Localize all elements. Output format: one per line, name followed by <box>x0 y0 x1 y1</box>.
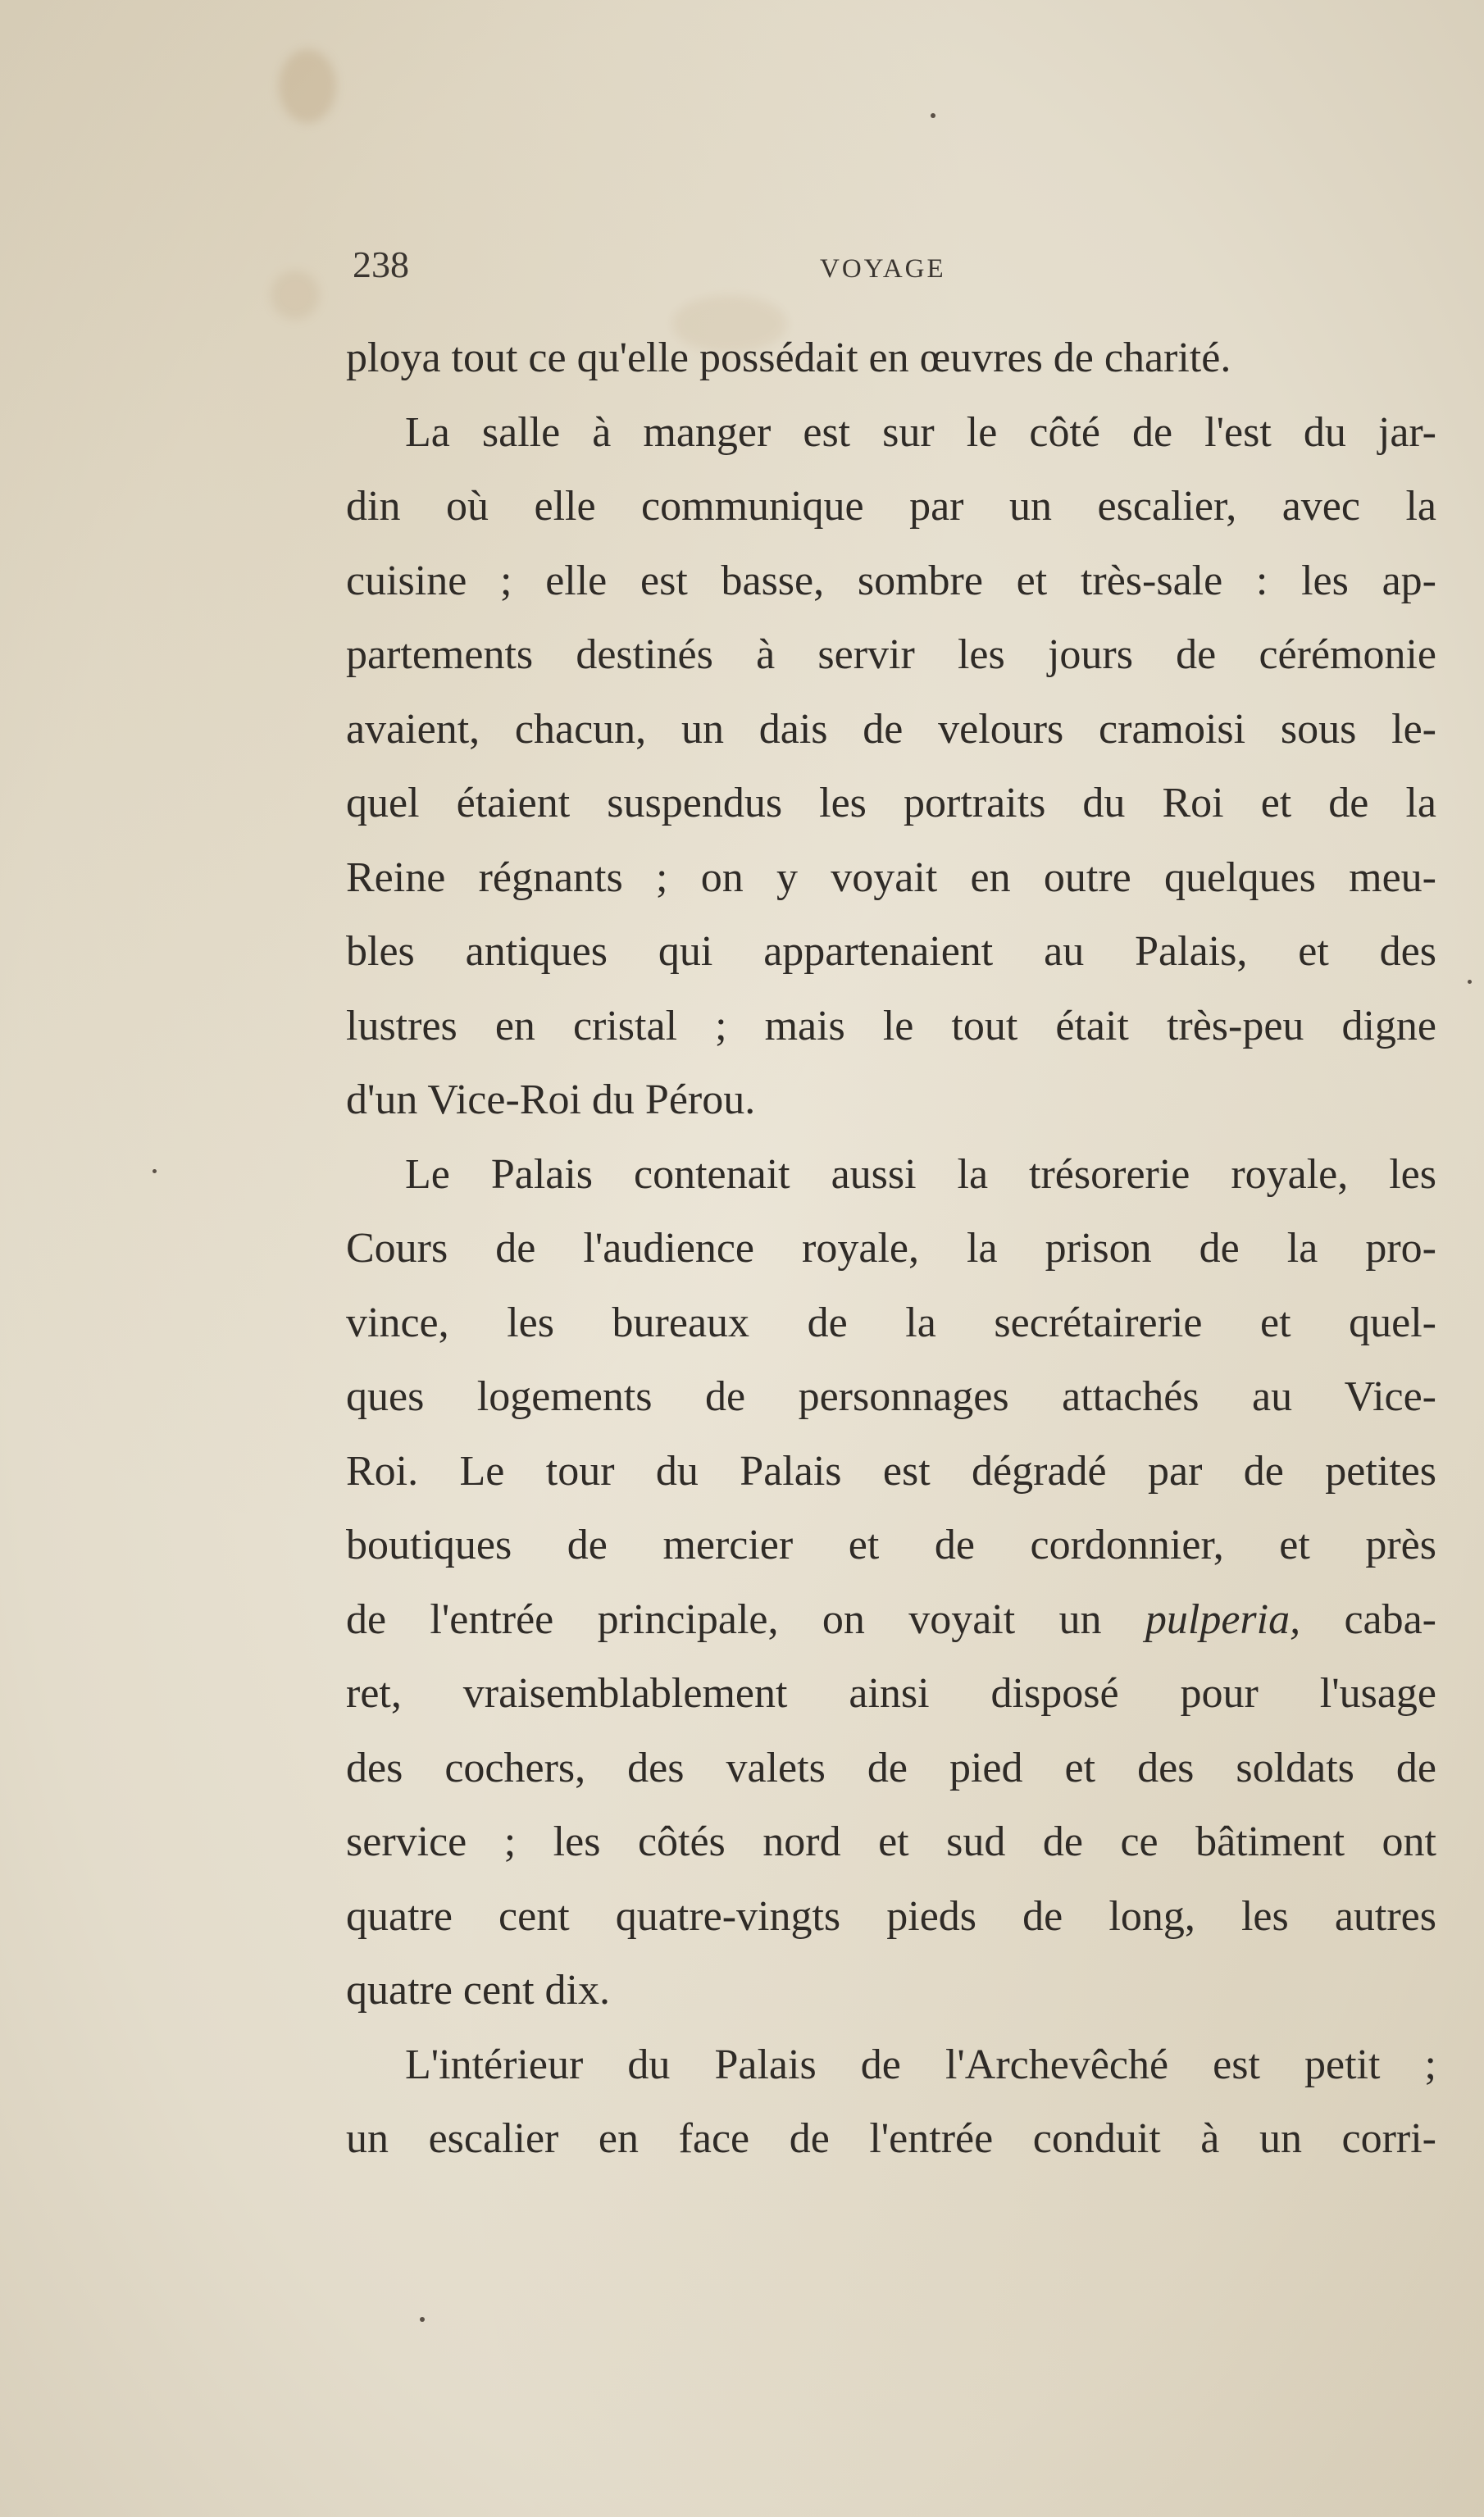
body-text <box>346 321 1436 2177</box>
text-line: La salle à manger est sur le côté de l'est du jar- <box>405 408 1436 456</box>
text-line: lustres en cristal ; mais le tout était très-peu digne <box>346 1002 1436 1049</box>
paper-speck <box>152 1169 157 1173</box>
paper-speck <box>931 113 935 118</box>
text-line: Roi. Le tour du Palais est dégradé par de petites <box>346 1447 1436 1495</box>
text-line: vince, les bureaux de la secrétairerie et quel- <box>346 1299 1436 1346</box>
text-line: quatre cent dix. <box>346 1967 610 2014</box>
text-segment: de l'entrée principale, on voyait un <box>346 1595 1145 1643</box>
paper-stain <box>271 271 320 320</box>
text-line: service ; les côtés nord et sud de ce bâtiment ont <box>346 1818 1436 1865</box>
text-line: ret, vraisemblablement ainsi disposé pour l'usage <box>346 1670 1436 1717</box>
text-line: boutiques de mercier et de cordonnier, et près <box>346 1522 1436 1568</box>
text-line: des cochers, des valets de pied et des soldats de <box>346 1744 1436 1791</box>
text-line: bles antiques qui appartenaient au Palais, et des <box>346 928 1436 975</box>
text-line: un escalier en face de l'entrée conduit à un corri- <box>346 2115 1436 2162</box>
running-title: VOYAGE <box>820 254 946 284</box>
page-number: 238 <box>353 244 409 285</box>
italic-term: pulperia, <box>1145 1595 1301 1643</box>
text-line: d'un Vice-Roi du Pérou. <box>346 1076 756 1123</box>
text-line: din où elle communique par un escalier, avec la <box>346 483 1436 530</box>
text-line: L'intérieur du Palais de l'Archevêché est petit ; <box>405 2041 1436 2088</box>
text-line: ploya tout ce qu'elle possédait en œuvres de charité. <box>346 335 1231 381</box>
text-line: ques logements de personnages attachés au Vice- <box>346 1373 1436 1420</box>
paper-speck <box>420 2317 425 2322</box>
text-line: partements destinés à servir les jours de cérémonie <box>346 631 1436 678</box>
text-line: quel étaient suspendus les portraits du Roi et de la <box>346 780 1436 826</box>
paper-speck <box>1468 980 1472 984</box>
text-line: quatre cent quatre-vingts pieds de long, les autres <box>346 1892 1436 1940</box>
text-line <box>346 1583 1436 1658</box>
text-line: Reine régnants ; on y voyait en outre quelques meu- <box>346 853 1436 901</box>
text-line: avaient, chacun, un dais de velours cramoisi sous le- <box>346 705 1436 753</box>
paper-stain <box>279 49 336 123</box>
text-line: cuisine ; elle est basse, sombre et très-sale : les ap- <box>346 557 1436 604</box>
text-line: Le Palais contenait aussi la trésorerie royale, les <box>405 1150 1436 1198</box>
text-line: Cours de l'audience royale, la prison de la pro- <box>346 1225 1436 1272</box>
page-header <box>353 243 1435 292</box>
text-segment: caba- <box>1300 1595 1436 1643</box>
